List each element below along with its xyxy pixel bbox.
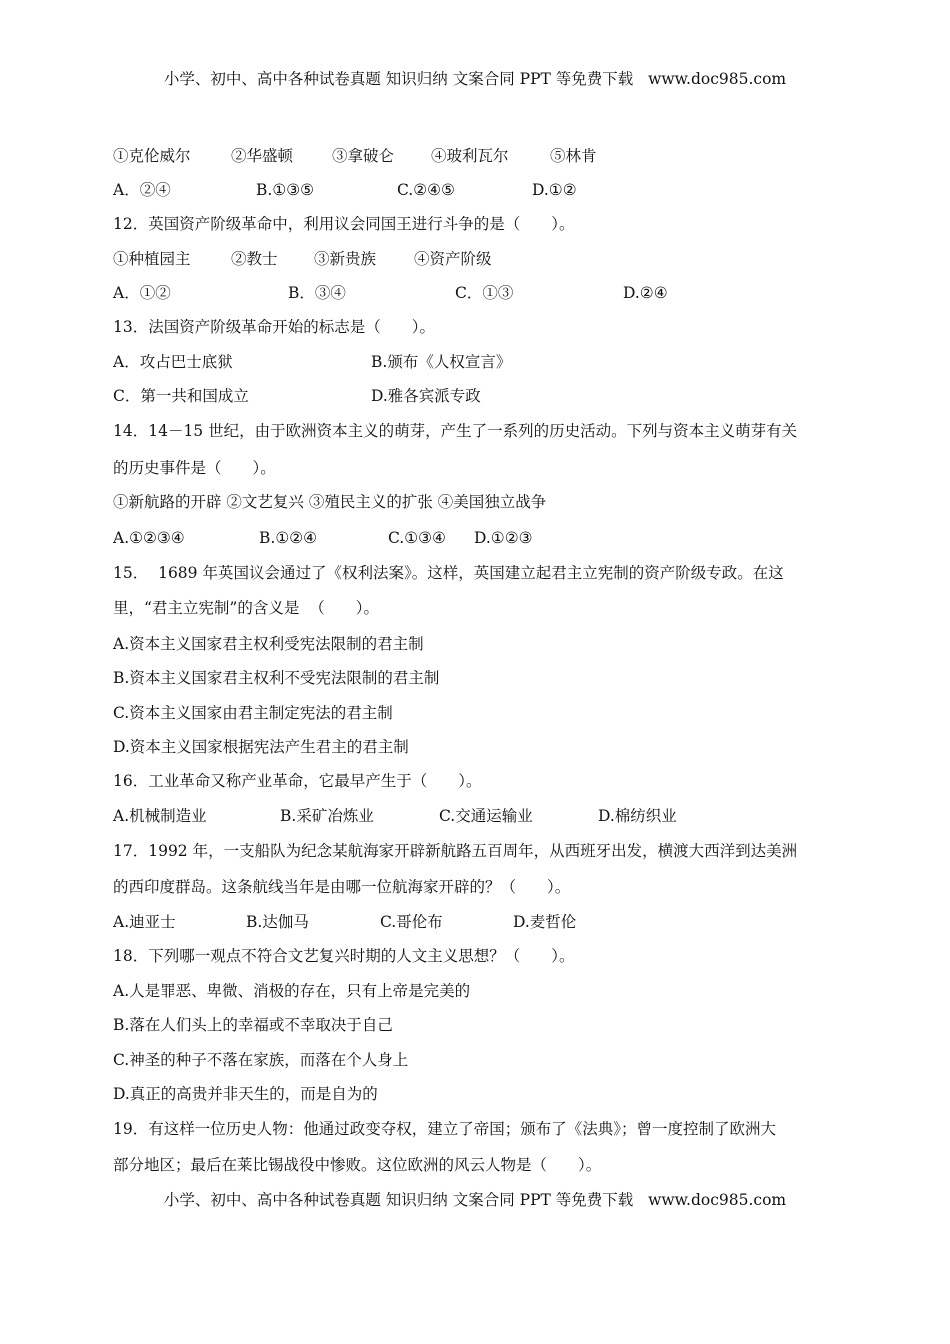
q11-option-c: C.②④⑤	[397, 181, 455, 199]
q15-option-a: A.资本主义国家君主权利受宪法限制的君主制	[113, 635, 424, 653]
q18-option-b: B.落在人们头上的幸福或不幸取决于自己	[113, 1016, 393, 1034]
q16-stem: 16．工业革命又称产业革命，它最早产生于（ ）。	[113, 772, 482, 790]
q19-stem-line1: 19．有这样一位历史人物：他通过政变夺权，建立了帝国；颁布了《法典》；曾一度控制了欧洲大	[113, 1120, 776, 1138]
q14-option-d: D.①②③	[474, 529, 533, 547]
q11-option-d: D.①②	[532, 181, 577, 199]
q16-option-b: B.采矿冶炼业	[280, 807, 374, 825]
q16-option-a: A.机械制造业	[113, 807, 207, 825]
q15-stem-line1: 15． 1689 年英国议会通过了《权利法案》。这样，英国建立起君主立宪制的资产阶级专政。在这	[113, 564, 784, 582]
q15-stem-line2: 里，“君主立宪制”的含义是 （ ）。	[113, 599, 379, 617]
q12-items	[113, 249, 713, 269]
q17-stem-line1: 17．1992 年，一支船队为纪念某航海家开辟新航路五百周年，从西班牙出发，横渡大西洋到达美洲	[113, 842, 798, 860]
q11-item-1: ①克伦威尔	[113, 147, 191, 165]
q17-option-c: C.哥伦布	[380, 913, 443, 931]
q11-item-2: ②华盛顿	[231, 147, 294, 165]
q13-option-a: A．攻占巴士底狱	[113, 353, 233, 371]
q16-option-c: C.交通运输业	[439, 807, 533, 825]
q12-item-3: ③新贵族	[314, 250, 377, 268]
q15-option-d: D.资本主义国家根据宪法产生君主的君主制	[113, 738, 409, 756]
q11-option-b: B.①③⑤	[256, 181, 315, 199]
page-footer: 小学、初中、高中各种试卷真题 知识归纳 文案合同 PPT 等免费下载 www.doc985.com	[163, 1191, 787, 1209]
q11-item-3: ③拿破仑	[332, 147, 395, 165]
q17-stem-line2: 的西印度群岛。这条航线当年是由哪一位航海家开辟的？（ ）。	[113, 878, 571, 896]
q17-option-b: B.达伽马	[246, 913, 309, 931]
page-header: 小学、初中、高中各种试卷真题 知识归纳 文案合同 PPT 等免费下载 www.doc985.com	[163, 70, 787, 88]
q14-option-a: A.①②③④	[113, 529, 185, 547]
q14-options	[113, 528, 713, 548]
q16-option-d: D.棉纺织业	[598, 807, 677, 825]
q13-option-b: B.颁布《人权宣言》	[371, 353, 512, 371]
q11-item-4: ④玻利瓦尔	[431, 147, 509, 165]
q18-stem: 18．下列哪一观点不符合文艺复兴时期的人文主义思想？（ ）。	[113, 947, 575, 965]
q12-item-2: ②教士	[231, 250, 278, 268]
q18-option-d: D.真正的高贵并非天生的，而是自为的	[113, 1085, 378, 1103]
q12-item-4: ④资产阶级	[414, 250, 492, 268]
q14-items: ①新航路的开辟 ②文艺复兴 ③殖民主义的扩张 ④美国独立战争	[113, 493, 547, 511]
q11-options	[113, 180, 713, 200]
q18-option-a: A.人是罪恶、卑微、消极的存在，只有上帝是完美的	[113, 982, 471, 1000]
q11-items	[113, 146, 713, 166]
q11-option-a: A．②④	[113, 181, 171, 199]
q13-options-row2	[113, 386, 713, 406]
q16-options	[113, 806, 753, 826]
q17-option-a: A.迪亚士	[113, 913, 176, 931]
q14-option-b: B.①②④	[259, 529, 318, 547]
q13-stem: 13．法国资产阶级革命开始的标志是（ ）。	[113, 318, 435, 336]
q12-options	[113, 283, 713, 303]
q12-option-a: A．①②	[113, 284, 171, 302]
q14-option-c: C.①③④	[388, 529, 446, 547]
q15-option-c: C.资本主义国家由君主制定宪法的君主制	[113, 704, 393, 722]
q19-stem-line2: 部分地区；最后在莱比锡战役中惨败。这位欧洲的风云人物是（ ）。	[113, 1156, 602, 1174]
q12-option-d: D.②④	[623, 284, 668, 302]
q15-option-b: B.资本主义国家君主权利不受宪法限制的君主制	[113, 669, 440, 687]
q17-options	[113, 912, 713, 932]
q14-stem-line2: 的历史事件是（ ）。	[113, 459, 276, 477]
q18-option-c: C.神圣的种子不落在家族，而落在个人身上	[113, 1051, 409, 1069]
q14-stem-line1: 14．14－15 世纪，由于欧洲资本主义的萌芽，产生了一系列的历史活动。下列与资本主义萌芽有关	[113, 422, 798, 440]
q13-option-c: C．第一共和国成立	[113, 387, 249, 405]
q12-item-1: ①种植园主	[113, 250, 191, 268]
q11-item-5: ⑤林肯	[550, 147, 597, 165]
q13-option-d: D.雅各宾派专政	[371, 387, 481, 405]
q12-option-c: C．①③	[455, 284, 514, 302]
q13-options-row1	[113, 352, 713, 372]
q12-option-b: B．③④	[288, 284, 346, 302]
q17-option-d: D.麦哲伦	[513, 913, 577, 931]
q12-stem: 12．英国资产阶级革命中，利用议会同国王进行斗争的是（ ）。	[113, 215, 575, 233]
